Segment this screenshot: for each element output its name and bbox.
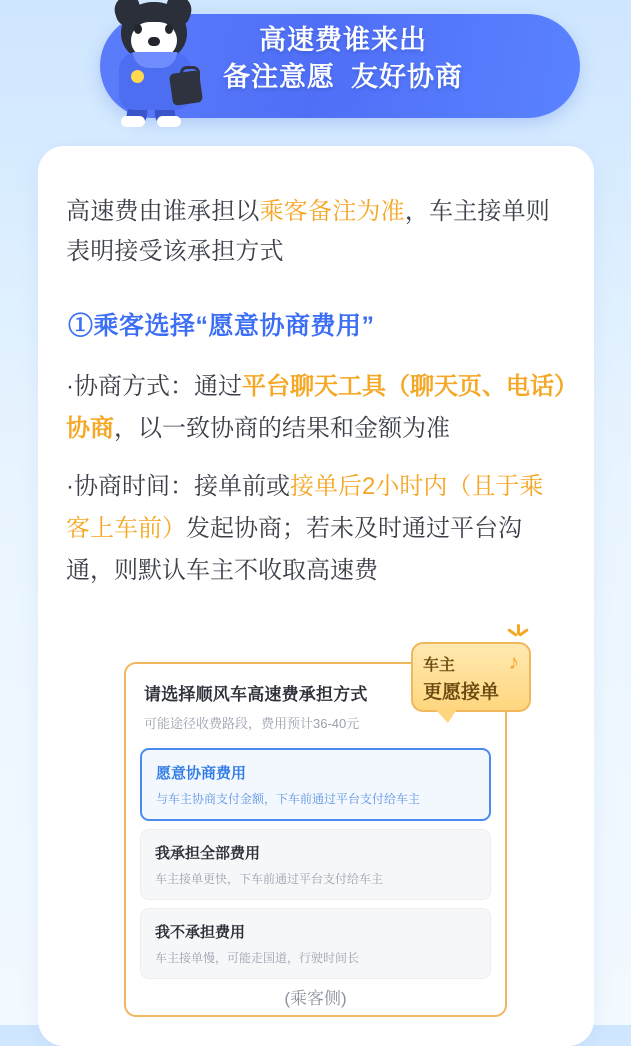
header-banner [0, 0, 631, 132]
option-pay-all[interactable] [140, 829, 491, 900]
bullet-negotiation-method [66, 366, 566, 450]
option-pay-none-desc: 车主接单慢，可能走国道，行驶时间长 [155, 951, 360, 965]
section-heading-wrap [66, 290, 566, 366]
option-pay-all-desc: 车主接单更快，下车前通过平台支付给车主 [155, 872, 384, 886]
sparkle-icon [507, 624, 531, 648]
callout-line-1: 车主 [423, 657, 456, 674]
option-pay-all-title: 我承担全部费用 [155, 845, 261, 862]
bullet2-text-a: ·协商时间：接单前或 [66, 473, 290, 500]
option-pay-none-title: 我不承担费用 [155, 924, 246, 941]
bullet2-highlight: 接单后2小时内（且于乘客上车前） [66, 473, 544, 542]
intro-highlight: 乘客备注为准 [259, 198, 405, 225]
option-negotiate-title: 愿意协商费用 [156, 765, 247, 782]
callout-line-2: 更愿接单 [423, 682, 500, 703]
bullet1-text-b: ，以一致协商的结果和金额为准 [114, 415, 450, 442]
mock-title: 请选择顺风车高速费承担方式 [144, 685, 368, 704]
option-negotiate[interactable] [140, 748, 491, 821]
bullet1-text-a: ·协商方式：通过 [66, 373, 242, 400]
intro-text-a: 高速费由谁承担以 [66, 198, 260, 225]
banner-title-line2-b: 友好协商 [351, 62, 463, 92]
section-heading [66, 306, 377, 344]
banner-title-line1: 高速费谁来出 [259, 25, 427, 55]
banner-title [178, 22, 508, 96]
banner-title-line2 [178, 59, 508, 96]
intro-text-b: ，车主接单则表明接受该承担方式 [66, 198, 551, 265]
bullet1-highlight: 平台聊天工具（聊天页、电话）协商 [66, 373, 566, 442]
mock-subtitle: 可能途径收费路段，费用预计36-40元 [144, 716, 360, 731]
bullet2-text-b: 发起协商；若未及时通过平台沟通，则默认车主不收取高速费 [66, 515, 522, 584]
mock-caption: (乘客侧) [284, 989, 347, 1008]
bullet-negotiation-time [66, 466, 566, 592]
intro-paragraph [66, 192, 566, 272]
banner-title-line2-a: 备注意愿 [223, 62, 335, 92]
passenger-app-mock [124, 651, 519, 1017]
music-note-icon: ♪ [508, 651, 519, 674]
option-pay-none[interactable] [140, 908, 491, 979]
driver-preference-callout [411, 642, 531, 712]
section-heading-text: ①乘客选择“愿意协商费用” [68, 312, 375, 340]
option-negotiate-desc: 与车主协商支付金额，下车前通过平台支付给车主 [156, 792, 421, 806]
